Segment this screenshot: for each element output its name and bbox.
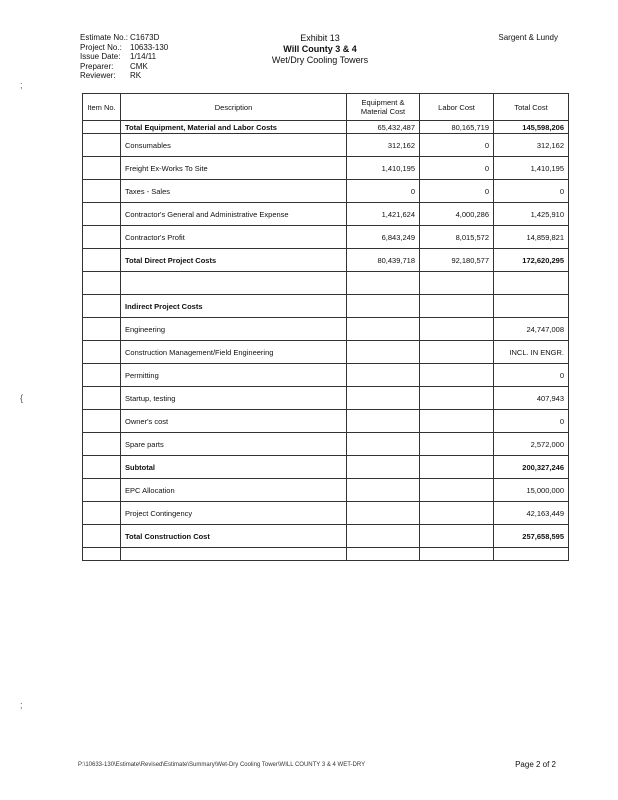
total-cost-cell: 0	[494, 180, 569, 203]
total-cost-cell: 407,943	[494, 387, 569, 410]
table-row	[83, 341, 569, 364]
empty-cell	[83, 548, 121, 561]
table-row	[83, 295, 569, 318]
equipment-cost-cell	[347, 410, 420, 433]
total-cost-cell: 172,620,295	[494, 249, 569, 272]
labor-cost-cell: 0	[420, 180, 494, 203]
equipment-cost-cell: 0	[347, 180, 420, 203]
table-row	[83, 502, 569, 525]
empty-cell	[347, 548, 420, 561]
description-cell: Project Contingency	[121, 502, 347, 525]
total-cost-cell: 145,598,206	[494, 121, 569, 134]
equipment-cost-cell	[347, 502, 420, 525]
item-no-cell	[83, 318, 121, 341]
equipment-cost-cell: 1,410,195	[347, 157, 420, 180]
field-value: C1673D	[130, 33, 160, 42]
labor-cost-cell	[420, 295, 494, 318]
table-row	[83, 548, 569, 561]
field-label: Reviewer:	[80, 71, 116, 81]
field-label: Preparer:	[80, 61, 114, 71]
field-value: RK	[130, 71, 142, 81]
margin-mark: {	[20, 393, 24, 403]
equipment-cost-cell	[347, 456, 420, 479]
table-row	[83, 318, 569, 341]
description-cell: Total Direct Project Costs	[121, 249, 347, 272]
field-value: CMK	[130, 61, 148, 71]
total-cost-cell: 24,747,008	[494, 318, 569, 341]
field-label: Project No.:	[80, 42, 122, 52]
item-no-cell	[83, 502, 121, 525]
table-row	[83, 226, 569, 249]
empty-cell	[420, 548, 494, 561]
table-row	[83, 249, 569, 272]
column-header: Description	[121, 94, 347, 121]
field-value: 1/14/11	[130, 52, 157, 62]
margin-mark: ;	[20, 700, 23, 710]
column-header: Labor Cost	[420, 94, 494, 121]
table-row	[83, 525, 569, 548]
description-cell: Owner's cost	[121, 410, 347, 433]
exhibit-number: Exhibit 13	[300, 33, 340, 43]
equipment-cost-cell: 65,432,487	[347, 121, 420, 134]
description-cell: Permitting	[121, 364, 347, 387]
labor-cost-cell	[420, 525, 494, 548]
item-no-cell	[83, 479, 121, 502]
equipment-cost-cell	[347, 433, 420, 456]
total-cost-cell: 200,327,246	[494, 456, 569, 479]
description-cell: Taxes - Sales	[121, 180, 347, 203]
item-no-cell	[83, 272, 121, 295]
equipment-cost-cell	[347, 525, 420, 548]
total-cost-cell: 42,163,449	[494, 502, 569, 525]
column-header: Item No.	[83, 94, 121, 121]
total-cost-cell: 257,658,595	[494, 525, 569, 548]
total-cost-cell: 15,000,000	[494, 479, 569, 502]
description-cell: EPC Allocation	[121, 479, 347, 502]
labor-cost-cell	[420, 410, 494, 433]
total-cost-cell: 14,859,821	[494, 226, 569, 249]
labor-cost-cell: 92,180,577	[420, 249, 494, 272]
description-cell: Engineering	[121, 318, 347, 341]
labor-cost-cell	[420, 479, 494, 502]
item-no-cell	[83, 203, 121, 226]
exhibit-subtitle: Wet/Dry Cooling Towers	[271, 55, 369, 65]
table-row	[83, 157, 569, 180]
table-row	[83, 456, 569, 479]
equipment-cost-cell	[347, 387, 420, 410]
equipment-cost-cell	[347, 479, 420, 502]
labor-cost-cell: 0	[420, 157, 494, 180]
total-cost-cell: 312,162	[494, 134, 569, 157]
description-cell: Total Equipment, Material and Labor Costs	[121, 121, 347, 134]
table-row	[83, 479, 569, 502]
field-label: Estimate No.:	[80, 33, 129, 42]
total-cost-cell: INCL. IN ENGR.	[494, 341, 569, 364]
margin-mark: ;	[20, 80, 23, 90]
table-row	[83, 433, 569, 456]
equipment-cost-cell	[347, 295, 420, 318]
table-row	[83, 410, 569, 433]
table-row	[83, 387, 569, 410]
item-no-cell	[83, 226, 121, 249]
labor-cost-cell: 4,000,286	[420, 203, 494, 226]
item-no-cell	[83, 180, 121, 203]
labor-cost-cell	[420, 387, 494, 410]
field-value: 10633-130	[130, 42, 169, 52]
description-cell: Contractor's General and Administrative Expense	[121, 203, 347, 226]
labor-cost-cell	[420, 364, 494, 387]
item-no-cell	[83, 410, 121, 433]
total-cost-cell: 2,572,000	[494, 433, 569, 456]
total-cost-cell: 0	[494, 410, 569, 433]
description-cell: Freight Ex-Works To Site	[121, 157, 347, 180]
company-name: Sargent & Lundy	[498, 33, 558, 42]
total-cost-cell: 1,425,910	[494, 203, 569, 226]
exhibit-title	[250, 33, 390, 66]
labor-cost-cell	[420, 318, 494, 341]
description-cell: Startup, testing	[121, 387, 347, 410]
table-row	[83, 121, 569, 134]
column-header: Equipment & Material Cost	[347, 94, 420, 121]
table-header-row	[83, 94, 569, 121]
table-row	[83, 364, 569, 387]
item-no-cell	[83, 157, 121, 180]
description-cell: Indirect Project Costs	[121, 295, 347, 318]
empty-cell	[121, 548, 347, 561]
equipment-cost-cell	[347, 341, 420, 364]
item-no-cell	[83, 387, 121, 410]
table-row	[83, 272, 569, 295]
page-number: Page 2 of 2	[515, 760, 556, 769]
equipment-cost-cell	[347, 364, 420, 387]
labor-cost-cell	[420, 502, 494, 525]
labor-cost-cell	[420, 456, 494, 479]
item-no-cell	[83, 525, 121, 548]
description-cell: Construction Management/Field Engineering	[121, 341, 347, 364]
file-path: P:\10633-130\Estimate\Revised\Estimate\Summary\Wet-Dry Cooling Tower\WILL COUNTY 3 & 4 WET-DRY	[78, 762, 366, 768]
column-header: Total Cost	[494, 94, 569, 121]
equipment-cost-cell: 312,162	[347, 134, 420, 157]
description-cell	[121, 272, 347, 295]
description-cell: Contractor's Profit	[121, 226, 347, 249]
equipment-cost-cell	[347, 272, 420, 295]
total-cost-cell	[494, 272, 569, 295]
description-cell: Total Construction Cost	[121, 525, 347, 548]
total-cost-cell: 1,410,195	[494, 157, 569, 180]
item-no-cell	[83, 295, 121, 318]
item-no-cell	[83, 456, 121, 479]
labor-cost-cell: 80,165,719	[420, 121, 494, 134]
item-no-cell	[83, 134, 121, 157]
description-cell: Spare parts	[121, 433, 347, 456]
labor-cost-cell	[420, 272, 494, 295]
equipment-cost-cell: 6,843,249	[347, 226, 420, 249]
table-row	[83, 180, 569, 203]
cost-table	[82, 93, 569, 561]
estimate-header-fields	[80, 33, 168, 81]
total-cost-cell	[494, 295, 569, 318]
plant-name: Will County 3 & 4	[283, 44, 357, 54]
empty-cell	[494, 548, 569, 561]
table-row	[83, 203, 569, 226]
description-cell: Subtotal	[121, 456, 347, 479]
item-no-cell	[83, 121, 121, 134]
labor-cost-cell: 0	[420, 134, 494, 157]
labor-cost-cell	[420, 433, 494, 456]
equipment-cost-cell	[347, 318, 420, 341]
table-row	[83, 134, 569, 157]
labor-cost-cell: 8,015,572	[420, 226, 494, 249]
field-label: Issue Date:	[80, 52, 121, 62]
description-cell: Consumables	[121, 134, 347, 157]
item-no-cell	[83, 364, 121, 387]
item-no-cell	[83, 341, 121, 364]
labor-cost-cell	[420, 341, 494, 364]
item-no-cell	[83, 433, 121, 456]
equipment-cost-cell: 80,439,718	[347, 249, 420, 272]
equipment-cost-cell: 1,421,624	[347, 203, 420, 226]
item-no-cell	[83, 249, 121, 272]
total-cost-cell: 0	[494, 364, 569, 387]
